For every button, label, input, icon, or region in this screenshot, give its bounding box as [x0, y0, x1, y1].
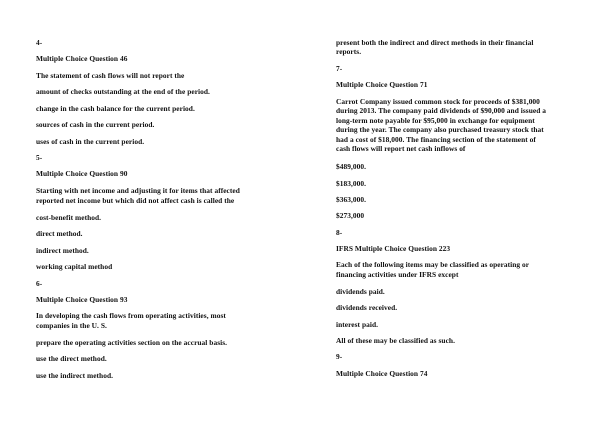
question-number: 8-	[336, 228, 343, 237]
question-heading: Multiple Choice Question 71	[336, 80, 428, 89]
question-heading: Multiple Choice Question 46	[36, 54, 128, 63]
question-heading: Multiple Choice Question 74	[336, 369, 428, 378]
question-number: 4-	[36, 38, 43, 47]
answer-option: change in the cash balance for the current period.	[36, 104, 195, 113]
answer-option: $489,000.	[336, 162, 367, 171]
question-stem-line: cash flows will report net cash inflows of	[336, 144, 466, 153]
answer-option: working capital method	[36, 262, 113, 271]
question-stem: The statement of cash flows will not report the	[36, 71, 185, 80]
question-stem-line: reported net income but which did not affect cash is called the	[36, 196, 235, 205]
question-stem-line: long-term note payable for $95,000 in exchange for equipment	[336, 116, 535, 125]
answer-option: uses of cash in the current period.	[36, 137, 145, 146]
question-heading: Multiple Choice Question 93	[36, 295, 128, 304]
question-stem-line: during 2013. The company paid dividends of $90,000 and issued a	[336, 106, 547, 115]
question-number: 6-	[36, 279, 43, 288]
answer-option: use the indirect method.	[36, 371, 114, 380]
answer-option: All of these may be classified as such.	[336, 336, 455, 345]
question-stem-line: financing activities under IFRS except	[336, 270, 459, 279]
answer-option: sources of cash in the current period.	[36, 120, 155, 129]
answer-option: prepare the operating activities section on the accrual basis.	[36, 338, 228, 347]
question-stem-line: Carrot Company issued common stock for proceeds of $381,000	[336, 97, 540, 106]
question-stem-line: during the year. The company also purchased treasury stock that	[336, 125, 544, 134]
question-heading: Multiple Choice Question 90	[36, 169, 128, 178]
continued-text-line: reports.	[336, 47, 362, 56]
question-heading: IFRS Multiple Choice Question 223	[336, 244, 451, 253]
answer-option: dividends paid.	[336, 287, 385, 296]
question-stem-line: Starting with net income and adjusting it for items that affected	[36, 186, 240, 195]
question-number: 9-	[336, 352, 343, 361]
question-stem-line: In developing the cash flows from operating activities, most	[36, 311, 226, 320]
answer-option: cost-benefit method.	[36, 213, 102, 222]
answer-option: $273,000	[336, 211, 365, 220]
question-number: 5-	[36, 153, 43, 162]
answer-option: $363,000.	[336, 195, 367, 204]
answer-option: use the direct method.	[36, 354, 107, 363]
answer-option: interest paid.	[336, 320, 379, 329]
answer-option: indirect method.	[36, 246, 89, 255]
question-stem-line: Each of the following items may be classified as operating or	[336, 260, 530, 269]
answer-option: dividends received.	[336, 303, 398, 312]
question-number: 7-	[336, 64, 343, 73]
question-stem-line: had a cost of $18,000. The financing section of the statement of	[336, 135, 536, 144]
answer-option: direct method.	[36, 229, 83, 238]
question-stem-line: companies in the U. S.	[36, 321, 107, 330]
answer-option: amount of checks outstanding at the end of the period.	[36, 87, 210, 96]
continued-text-line: present both the indirect and direct methods in their financial	[336, 38, 534, 47]
answer-option: $183,000.	[336, 179, 367, 188]
